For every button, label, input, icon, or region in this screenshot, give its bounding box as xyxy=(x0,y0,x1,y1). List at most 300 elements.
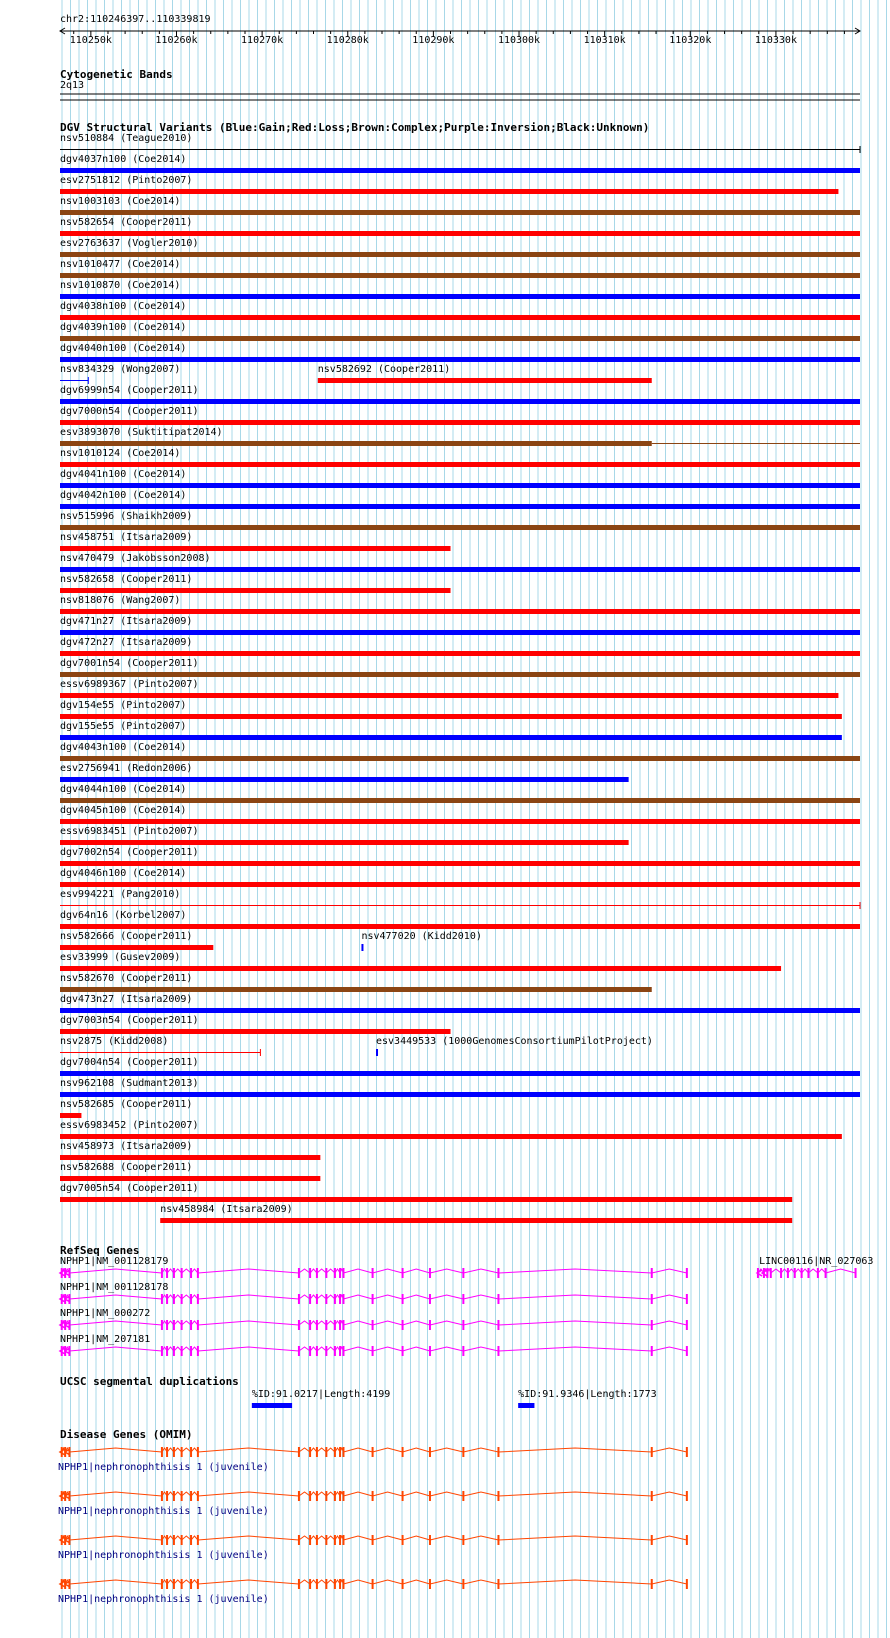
omim-gene-exon xyxy=(309,1491,311,1501)
ruler-tick-label: 110250k xyxy=(69,35,112,46)
omim-gene-label[interactable]: NPHP1|nephronophthisis 1 (juvenile) xyxy=(58,1550,269,1561)
refseq-gene-exon xyxy=(686,1346,688,1356)
refseq-gene-exon xyxy=(325,1268,327,1278)
refseq-gene-intron xyxy=(652,1269,687,1273)
dgv-variant-label[interactable]: esv3893070 (Suktitipat2014) xyxy=(60,427,223,438)
dgv-variant-label[interactable]: dgv7003n54 (Cooper2011) xyxy=(60,1015,199,1026)
linc-gene-intron xyxy=(826,1269,856,1273)
omim-gene-exon xyxy=(402,1579,404,1589)
omim-gene-label[interactable]: NPHP1|nephronophthisis 1 (juvenile) xyxy=(58,1462,269,1473)
ruler-tick-label: 110270k xyxy=(241,35,284,46)
refseq-gene-exon xyxy=(61,1346,63,1356)
omim-gene-exon xyxy=(342,1535,344,1545)
omim-gene-exon xyxy=(190,1447,192,1457)
dgv-variant-label[interactable]: dgv4041n100 (Coe2014) xyxy=(60,469,187,480)
dgv-variant-label[interactable]: dgv471n27 (Itsara2009) xyxy=(60,616,193,627)
omim-gene-exon xyxy=(190,1491,192,1501)
omim-gene-intron xyxy=(652,1492,687,1496)
dgv-variant-bar xyxy=(60,798,860,803)
linc-gene-exon xyxy=(763,1268,765,1278)
linc-gene-intron xyxy=(818,1269,826,1273)
refseq-gene-exon xyxy=(61,1320,63,1330)
dgv-variant-label[interactable]: dgv4043n100 (Coe2014) xyxy=(60,742,187,753)
omim-gene-exon xyxy=(325,1447,327,1457)
dgv-variant-tick xyxy=(361,944,363,951)
refseq-gene-exon xyxy=(161,1268,163,1278)
dgv-variant-label[interactable]: dgv154e55 (Pinto2007) xyxy=(60,700,187,711)
segdup-track-title[interactable]: UCSC segmental duplications xyxy=(60,1375,239,1388)
dgv-variant-label[interactable]: dgv7000n54 (Cooper2011) xyxy=(60,406,199,417)
refseq-gene-intron xyxy=(198,1321,299,1325)
omim-gene-exon xyxy=(339,1535,341,1545)
omim-gene-exon xyxy=(197,1579,199,1589)
refseq-gene-exon xyxy=(686,1320,688,1330)
linc-gene-exon xyxy=(787,1268,789,1278)
omim-gene-exon xyxy=(181,1535,183,1545)
dgv-variant-bar xyxy=(60,735,842,740)
omim-gene-exon xyxy=(166,1535,168,1545)
omim-gene-exon xyxy=(316,1579,318,1589)
refseq-gene-intron xyxy=(343,1321,372,1325)
dgv-variant-bar xyxy=(60,189,838,194)
omim-gene-exon xyxy=(429,1447,431,1457)
segdup-bar xyxy=(518,1403,534,1408)
refseq-gene-exon xyxy=(64,1346,66,1356)
dgv-variant-label[interactable]: dgv4037n100 (Coe2014) xyxy=(60,154,187,165)
dgv-variant-bar xyxy=(60,609,860,614)
dgv-variant-label[interactable]: dgv4038n100 (Coe2014) xyxy=(60,301,187,312)
omim-gene-exon xyxy=(325,1535,327,1545)
dgv-variant-bar xyxy=(60,714,842,719)
refseq-gene-exon xyxy=(429,1268,431,1278)
omim-gene-intron xyxy=(463,1536,498,1540)
dgv-variant-bar xyxy=(60,1071,860,1076)
dgv-variant-bar xyxy=(60,672,860,677)
omim-track-title[interactable]: Disease Genes (OMIM) xyxy=(60,1428,193,1441)
dgv-variant-label[interactable]: dgv4042n100 (Coe2014) xyxy=(60,490,187,501)
omim-gene-intron xyxy=(182,1536,191,1540)
omim-gene-intron xyxy=(198,1448,299,1452)
refseq-gene-intron xyxy=(174,1347,182,1351)
refseq-gene-intron xyxy=(403,1347,430,1351)
ruler-tick-label: 110280k xyxy=(326,35,369,46)
refseq-gene-intron xyxy=(498,1295,651,1299)
omim-gene-exon xyxy=(68,1535,70,1545)
omim-gene-exon xyxy=(686,1579,688,1589)
omim-gene-intron xyxy=(317,1580,326,1584)
refseq-gene-exon xyxy=(651,1294,653,1304)
refseq-gene-label[interactable]: NPHP1|NM_000272 xyxy=(60,1308,151,1319)
omim-gene-exon xyxy=(181,1447,183,1457)
omim-gene-intron xyxy=(191,1492,198,1496)
dgv-variant-label[interactable]: dgv4039n100 (Coe2014) xyxy=(60,322,187,333)
dgv-variant-bar xyxy=(60,546,451,551)
dgv-variant-label[interactable]: dgv472n27 (Itsara2009) xyxy=(60,637,193,648)
dgv-variant-bar xyxy=(60,1113,81,1118)
dgv-variant-label[interactable]: nsv458973 (Itsara2009) xyxy=(60,1141,193,1152)
refseq-gene-exon xyxy=(339,1320,341,1330)
omim-gene-intron xyxy=(343,1536,372,1540)
refseq-gene-exon xyxy=(298,1320,300,1330)
omim-gene-intron xyxy=(373,1536,403,1540)
dgv-variant-label[interactable]: nsv834329 (Wong2007) xyxy=(60,364,181,375)
dgv-variant-label[interactable]: dgv7005n54 (Cooper2011) xyxy=(60,1183,199,1194)
omim-gene-exon xyxy=(197,1535,199,1545)
dgv-variant-bar xyxy=(60,1134,842,1139)
omim-gene-intron xyxy=(182,1448,191,1452)
refseq-gene-exon xyxy=(497,1268,499,1278)
dgv-variant-label[interactable]: nsv1003103 (Coe2014) xyxy=(60,196,181,207)
refseq-gene-intron xyxy=(326,1321,335,1325)
dgv-variant-label[interactable]: nsv582688 (Cooper2011) xyxy=(60,1162,193,1173)
omim-gene-intron xyxy=(174,1492,182,1496)
refseq-gene-intron xyxy=(317,1269,326,1273)
dgv-variant-label[interactable]: dgv64n16 (Korbel2007) xyxy=(60,910,187,921)
dgv-variant-bar xyxy=(60,231,860,236)
refseq-gene-exon xyxy=(190,1320,192,1330)
refseq-track-title[interactable]: RefSeq Genes xyxy=(60,1244,140,1257)
refseq-gene-intron xyxy=(310,1321,317,1325)
omim-gene-exon xyxy=(298,1579,300,1589)
refseq-gene-intron xyxy=(167,1321,174,1325)
omim-gene-exon xyxy=(402,1491,404,1501)
refseq-gene-intron xyxy=(317,1295,326,1299)
omim-gene-exon xyxy=(334,1447,336,1457)
ruler-tick-label: 110290k xyxy=(412,35,455,46)
dgv-variant-label[interactable]: dgv155e55 (Pinto2007) xyxy=(60,721,187,732)
dgv-variant-bar xyxy=(60,441,652,446)
refseq-gene-exon xyxy=(372,1346,374,1356)
dgv-variant-label[interactable]: nsv582670 (Cooper2011) xyxy=(60,973,193,984)
dgv-variant-label[interactable]: nsv582692 (Cooper2011) xyxy=(317,364,451,375)
omim-gene-exon xyxy=(298,1447,300,1457)
omim-gene-exon xyxy=(325,1579,327,1589)
refseq-gene-exon xyxy=(651,1320,653,1330)
refseq-gene-exon xyxy=(298,1346,300,1356)
refseq-gene-intron xyxy=(174,1295,182,1299)
dgv-variant-label[interactable]: nsv582666 (Cooper2011) xyxy=(60,931,193,942)
dgv-variant-label[interactable]: dgv4044n100 (Coe2014) xyxy=(60,784,187,795)
refseq-gene-exon xyxy=(651,1268,653,1278)
refseq-gene-exon xyxy=(342,1346,344,1356)
dgv-variant-bar xyxy=(60,525,860,530)
omim-gene-intron xyxy=(174,1580,182,1584)
omim-gene-exon xyxy=(339,1447,341,1457)
omim-gene-exon xyxy=(342,1447,344,1457)
omim-gene-exon xyxy=(334,1579,336,1589)
omim-gene-exon xyxy=(64,1447,66,1457)
omim-gene-exon xyxy=(497,1535,499,1545)
dgv-variant-bar xyxy=(60,294,860,299)
dgv-variant-label[interactable]: nsv962108 (Sudmant2013) xyxy=(60,1078,199,1089)
omim-gene-exon xyxy=(298,1491,300,1501)
dgv-variant-bar xyxy=(60,357,860,362)
refseq-gene-exon xyxy=(402,1294,404,1304)
dgv-variant-label[interactable]: dgv7001n54 (Cooper2011) xyxy=(60,658,199,669)
omim-gene-exon xyxy=(316,1491,318,1501)
dgv-variant-bar xyxy=(60,1176,320,1181)
omim-gene-exon xyxy=(651,1447,653,1457)
dgv-variant-bar xyxy=(60,588,451,593)
refseq-gene-intron xyxy=(430,1295,463,1299)
omim-gene-exon xyxy=(298,1535,300,1545)
omim-gene-exon xyxy=(372,1535,374,1545)
omim-gene-intron xyxy=(317,1492,326,1496)
dgv-variant-label[interactable]: nsv818076 (Wang2007) xyxy=(60,595,181,606)
refseq-gene-intron xyxy=(174,1269,182,1273)
omim-gene-exon xyxy=(61,1535,63,1545)
omim-gene-exon xyxy=(181,1579,183,1589)
dgv-variant-bar xyxy=(60,315,860,320)
refseq-gene-exon xyxy=(316,1294,318,1304)
dgv-variant-label[interactable]: dgv7004n54 (Cooper2011) xyxy=(60,1057,199,1068)
omim-gene-intron xyxy=(198,1492,299,1496)
dgv-variant-label[interactable]: dgv4045n100 (Coe2014) xyxy=(60,805,187,816)
omim-gene-intron xyxy=(463,1580,498,1584)
omim-gene-intron xyxy=(430,1580,463,1584)
refseq-gene-label[interactable]: NPHP1|NM_001128179 xyxy=(60,1256,169,1267)
omim-gene-exon xyxy=(61,1579,63,1589)
omim-gene-exon xyxy=(161,1491,163,1501)
dgv-variant-bar xyxy=(60,987,652,992)
dgv-variant-bar xyxy=(60,777,629,782)
segdup-label[interactable]: %ID:91.0217|Length:4199 xyxy=(251,1389,391,1400)
dgv-variant-bar xyxy=(60,420,860,425)
omim-gene-intron xyxy=(299,1492,310,1496)
dgv-variant-label[interactable]: dgv4040n100 (Coe2014) xyxy=(60,343,187,354)
dgv-variant-label[interactable]: dgv6999n54 (Cooper2011) xyxy=(60,385,199,396)
omim-gene-intron xyxy=(326,1536,335,1540)
omim-gene-exon xyxy=(686,1447,688,1457)
omim-gene-label[interactable]: NPHP1|nephronophthisis 1 (juvenile) xyxy=(58,1594,269,1605)
dgv-variant-label[interactable]: esv33999 (Gusev2009) xyxy=(60,952,181,963)
refseq-gene-exon xyxy=(61,1268,63,1278)
refseq-gene-exon xyxy=(166,1320,168,1330)
refseq-gene-intron xyxy=(317,1347,326,1351)
omim-gene-intron xyxy=(403,1448,430,1452)
dgv-variant-label[interactable]: essv6983452 (Pinto2007) xyxy=(60,1120,199,1131)
omim-gene-intron xyxy=(299,1448,310,1452)
refseq-gene-exon xyxy=(197,1346,199,1356)
omim-gene-exon xyxy=(429,1535,431,1545)
refseq-gene-intron xyxy=(373,1295,403,1299)
omim-gene-exon xyxy=(686,1535,688,1545)
omim-gene-exon xyxy=(68,1579,70,1589)
cytobands-track-title[interactable]: Cytogenetic Bands xyxy=(60,68,173,81)
omim-gene-exon xyxy=(197,1491,199,1501)
omim-gene-exon xyxy=(309,1535,311,1545)
refseq-gene-label[interactable]: NPHP1|NM_207181 xyxy=(60,1334,151,1345)
dgv-variant-label[interactable]: nsv1010870 (Coe2014) xyxy=(60,280,181,291)
refseq-gene-intron xyxy=(198,1295,299,1299)
refseq-gene-intron xyxy=(174,1321,182,1325)
omim-gene-exon xyxy=(325,1491,327,1501)
refseq-gene-exon xyxy=(402,1268,404,1278)
dgv-variant-label[interactable]: esv3449533 (1000GenomesConsortiumPilotProject) xyxy=(376,1036,653,1047)
omim-gene-exon xyxy=(181,1491,183,1501)
dgv-variant-tick xyxy=(376,1049,378,1056)
refseq-gene-intron xyxy=(182,1269,191,1273)
dgv-variant-label[interactable]: nsv515996 (Shaikh2009) xyxy=(60,511,193,522)
dgv-variant-label[interactable]: essv6983451 (Pinto2007) xyxy=(60,826,199,837)
omim-gene-exon xyxy=(497,1579,499,1589)
omim-gene-intron xyxy=(373,1448,403,1452)
dgv-variant-label[interactable]: nsv458751 (Itsara2009) xyxy=(60,532,193,543)
linc-gene-exon xyxy=(780,1268,782,1278)
refseq-gene-exon xyxy=(173,1320,175,1330)
refseq-gene-intron xyxy=(191,1347,198,1351)
dgv-variant-bar xyxy=(60,1197,792,1202)
omim-gene-exon xyxy=(497,1447,499,1457)
dgv-variant-bar xyxy=(60,1092,860,1097)
refseq-gene-intron xyxy=(167,1269,174,1273)
dgv-variant-bar xyxy=(60,630,860,635)
refseq-gene-exon xyxy=(462,1320,464,1330)
refseq-gene-intron xyxy=(191,1269,198,1273)
ruler-tick-label: 110300k xyxy=(497,35,541,46)
dgv-variant-bar xyxy=(60,1008,860,1013)
omim-gene-exon xyxy=(61,1491,63,1501)
refseq-gene-exon xyxy=(325,1320,327,1330)
refseq-gene-exon xyxy=(497,1320,499,1330)
refseq-gene-exon xyxy=(339,1346,341,1356)
refseq-gene-exon xyxy=(298,1268,300,1278)
dgv-variant-label[interactable]: esv2756941 (Redon2006) xyxy=(60,763,193,774)
refseq-gene-exon xyxy=(309,1320,311,1330)
omim-gene-intron xyxy=(310,1492,317,1496)
omim-gene-intron xyxy=(310,1536,317,1540)
dgv-variant-label[interactable]: nsv582654 (Cooper2011) xyxy=(60,217,193,228)
refseq-gene-intron xyxy=(373,1347,403,1351)
refseq-gene-intron xyxy=(403,1321,430,1325)
refseq-gene-exon xyxy=(402,1320,404,1330)
ruler-tick-label: 110310k xyxy=(583,35,626,46)
omim-gene-exon xyxy=(173,1535,175,1545)
cytoband-label: 2q13 xyxy=(60,80,85,91)
segdup-label[interactable]: %ID:91.9346|Length:1773 xyxy=(518,1389,657,1400)
refseq-gene-exon xyxy=(429,1294,431,1304)
omim-gene-intron xyxy=(652,1580,687,1584)
omim-gene-intron xyxy=(198,1536,299,1540)
refseq-gene-intron xyxy=(373,1269,403,1273)
linc-gene-intron xyxy=(802,1269,809,1273)
omim-gene-label[interactable]: NPHP1|nephronophthisis 1 (juvenile) xyxy=(58,1506,269,1517)
omim-gene-exon xyxy=(173,1579,175,1589)
refseq-gene-intron xyxy=(299,1347,310,1351)
dgv-variant-label[interactable]: dgv7002n54 (Cooper2011) xyxy=(60,847,199,858)
omim-gene-intron xyxy=(652,1536,687,1540)
omim-gene-exon xyxy=(402,1535,404,1545)
refseq-gene-exon xyxy=(68,1294,70,1304)
omim-gene-intron xyxy=(69,1492,161,1496)
dgv-variant-bar xyxy=(60,651,860,656)
refseq-gene-intron xyxy=(69,1269,161,1273)
refseq-gene-intron xyxy=(373,1321,403,1325)
omim-gene-intron xyxy=(310,1580,317,1584)
omim-gene-exon xyxy=(497,1491,499,1501)
refseq-gene-exon xyxy=(334,1268,336,1278)
refseq-gene-exon xyxy=(316,1346,318,1356)
dgv-variant-label[interactable]: esv994221 (Pang2010) xyxy=(60,889,181,900)
omim-gene-intron xyxy=(343,1492,372,1496)
refseq-gene-exon xyxy=(497,1346,499,1356)
refseq-gene-intron xyxy=(191,1321,198,1325)
omim-gene-exon xyxy=(316,1447,318,1457)
ruler-position-label: chr2:110246397..110339819 xyxy=(60,14,211,25)
refseq-gene-exon xyxy=(462,1346,464,1356)
dgv-variant-label[interactable]: nsv458984 (Itsara2009) xyxy=(160,1204,293,1215)
omim-gene-intron xyxy=(430,1492,463,1496)
dgv-variant-label[interactable]: nsv2875 (Kidd2008) xyxy=(60,1036,169,1047)
refseq-gene-exon xyxy=(402,1346,404,1356)
refseq-gene-label[interactable]: NPHP1|NM_001128178 xyxy=(60,1282,169,1293)
dgv-variant-label[interactable]: dgv4046n100 (Coe2014) xyxy=(60,868,187,879)
refseq-gene-exon xyxy=(173,1346,175,1356)
refseq-gene-exon xyxy=(339,1268,341,1278)
omim-gene-exon xyxy=(342,1579,344,1589)
dgv-track-title[interactable]: DGV Structural Variants (Blue:Gain;Red:Loss;Brown:Complex;Purple:Inversion;Black:Unknown) xyxy=(60,121,650,134)
dgv-variant-label[interactable]: nsv582658 (Cooper2011) xyxy=(60,574,193,585)
omim-gene-intron xyxy=(299,1536,310,1540)
omim-gene-exon xyxy=(173,1447,175,1457)
dgv-variant-label[interactable]: dgv473n27 (Itsara2009) xyxy=(60,994,193,1005)
dgv-variant-bar xyxy=(60,168,860,173)
omim-gene-intron xyxy=(403,1536,430,1540)
omim-gene-intron xyxy=(174,1448,182,1452)
dgv-variant-label[interactable]: nsv582685 (Cooper2011) xyxy=(60,1099,193,1110)
refseq-gene-intron xyxy=(182,1295,191,1299)
ruler-tick-label: 110260k xyxy=(155,35,198,46)
omim-gene-intron xyxy=(317,1448,326,1452)
omim-gene-exon xyxy=(64,1491,66,1501)
omim-gene-intron xyxy=(182,1580,191,1584)
refseq-gene-exon xyxy=(497,1294,499,1304)
refseq-gene-exon xyxy=(342,1320,344,1330)
refseq-gene-exon xyxy=(372,1320,374,1330)
refseq-linc-label[interactable]: LINC00116|NR_027063 xyxy=(759,1256,874,1267)
omim-gene-intron xyxy=(326,1580,335,1584)
omim-gene-exon xyxy=(339,1579,341,1589)
refseq-gene-intron xyxy=(299,1295,310,1299)
omim-gene-exon xyxy=(64,1579,66,1589)
dgv-variant-label[interactable]: essv6989367 (Pinto2007) xyxy=(60,679,199,690)
dgv-variant-label[interactable]: esv2763637 (Vogler2010) xyxy=(60,238,199,249)
linc-gene-exon xyxy=(766,1268,768,1278)
refseq-gene-intron xyxy=(310,1347,317,1351)
dgv-variant-bar xyxy=(60,336,860,341)
refseq-gene-exon xyxy=(309,1268,311,1278)
omim-gene-exon xyxy=(161,1535,163,1545)
refseq-gene-intron xyxy=(299,1269,310,1273)
refseq-gene-exon xyxy=(190,1268,192,1278)
dgv-variant-label[interactable]: nsv1010477 (Coe2014) xyxy=(60,259,181,270)
refseq-gene-exon xyxy=(429,1320,431,1330)
omim-gene-exon xyxy=(372,1579,374,1589)
refseq-gene-exon xyxy=(325,1294,327,1304)
dgv-variant-label[interactable]: esv2751812 (Pinto2007) xyxy=(60,175,193,186)
dgv-variant-label[interactable]: nsv1010124 (Coe2014) xyxy=(60,448,181,459)
omim-gene-exon xyxy=(190,1579,192,1589)
omim-gene-intron xyxy=(317,1536,326,1540)
dgv-variant-label[interactable]: nsv510884 (Teague2010) xyxy=(60,133,193,144)
refseq-gene-exon xyxy=(166,1268,168,1278)
refseq-gene-intron xyxy=(326,1269,335,1273)
omim-gene-exon xyxy=(402,1447,404,1457)
dgv-variant-label[interactable]: nsv470479 (Jakobsson2008) xyxy=(60,553,211,564)
dgv-variant-label[interactable]: nsv477020 (Kidd2010) xyxy=(361,931,482,942)
omim-gene-intron xyxy=(373,1492,403,1496)
omim-gene-exon xyxy=(68,1491,70,1501)
